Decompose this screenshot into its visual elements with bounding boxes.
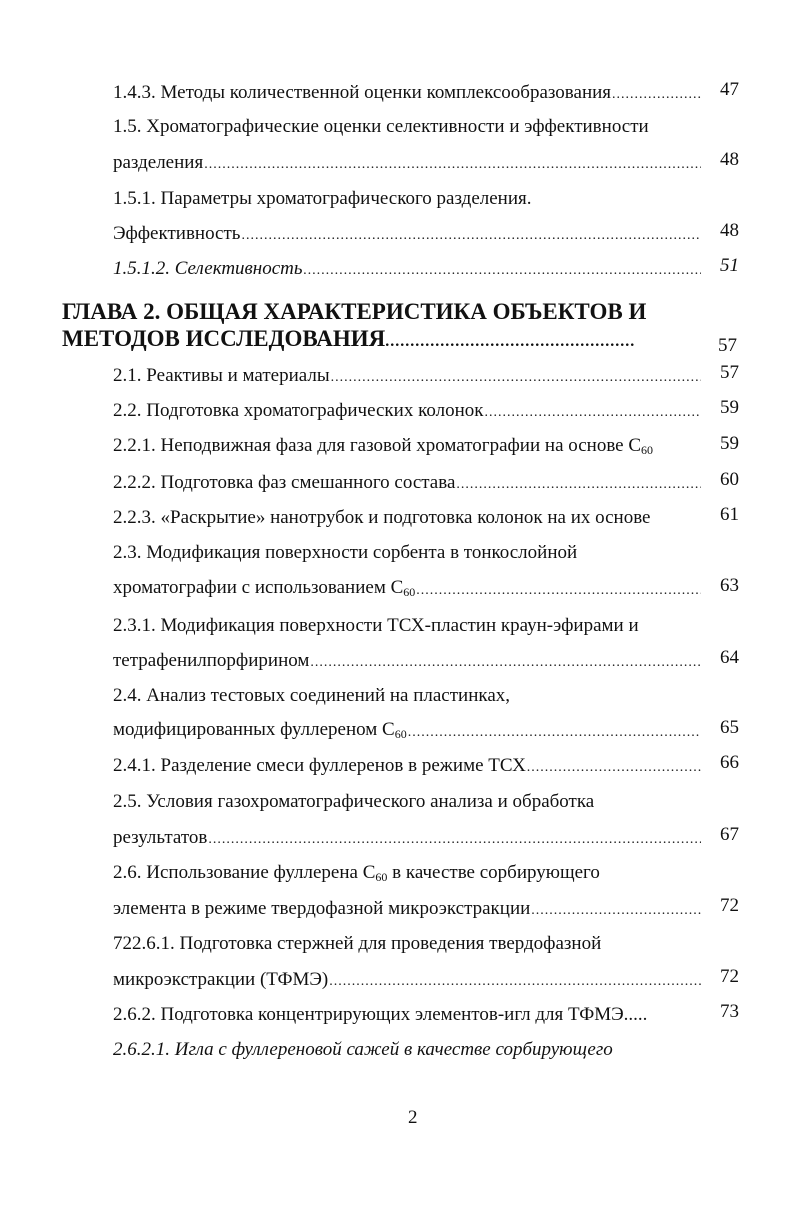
toc-entry-title — [113, 898, 530, 920]
toc-entry — [113, 536, 739, 564]
toc-entry-title — [113, 223, 240, 245]
toc-entry-text: тетрафенилпорфирином — [113, 650, 310, 671]
toc-entry-text: 1.5.1.2. Селективность — [113, 258, 303, 279]
toc-entry-text-cont: в качестве сорбирующего — [387, 862, 600, 883]
toc-entry — [113, 749, 739, 777]
dot-leader — [531, 902, 701, 920]
toc-entry-title — [113, 365, 330, 387]
dot-leader — [331, 369, 701, 387]
toc-entry-title — [113, 862, 600, 885]
toc-entry — [113, 359, 739, 387]
dot-leader — [484, 404, 701, 422]
dot-leader — [329, 973, 701, 991]
toc-entry-text: 2.6. Использование фуллерена C — [113, 862, 376, 883]
toc-entry-text: 2.1. Реактивы и материалы — [113, 365, 330, 386]
toc-entry-text: 1.4.3. Методы количественной оценки комплексообразования — [113, 82, 612, 103]
subscript: 60 — [641, 443, 654, 457]
toc-entry-page: 64 — [720, 647, 739, 668]
toc-entry-text: 2.2.3. «Раскрытие» нанотрубок и подготовка колонок на их основе — [113, 507, 651, 528]
toc-entry-text: 2.5. Условия газохроматографического анализа и обработка — [113, 791, 595, 812]
toc-entry-title — [113, 400, 483, 422]
chapter-page-number: 57 — [718, 335, 737, 356]
dot-leader: .................................................. — [385, 333, 636, 350]
toc-entry-page: 57 — [720, 362, 739, 383]
toc-entry-text: 2.3. Модификация поверхности сорбента в тонкослойной — [113, 542, 578, 563]
toc-entry-title — [113, 82, 611, 104]
toc-entry — [113, 644, 739, 672]
toc-entry — [113, 430, 739, 458]
toc-entry-text: 722.6.1. Подготовка стержней для проведения твердофазной — [113, 933, 602, 954]
dot-leader — [612, 86, 701, 104]
toc-entry — [113, 857, 739, 885]
toc-entry — [113, 252, 739, 280]
toc-entry-page: 51 — [720, 255, 739, 276]
toc-entry-text: хроматографии с использованием C — [113, 577, 404, 598]
toc-entry-page: 48 — [720, 220, 739, 241]
toc-entry-page: 67 — [720, 824, 739, 845]
toc-entry — [113, 998, 739, 1026]
toc-entry-title — [113, 258, 303, 280]
dot-leader — [304, 262, 701, 280]
toc-entry — [113, 182, 739, 210]
dot-leader — [408, 724, 701, 742]
toc-entry-title — [113, 1004, 647, 1026]
dot-leader — [310, 654, 701, 672]
toc-entry-page: 66 — [720, 752, 739, 773]
toc-entry-title — [113, 791, 594, 813]
toc-entry-text: микроэкстракции (ТФМЭ) — [113, 969, 329, 990]
toc-entry-title — [113, 188, 532, 210]
dot-leader — [416, 582, 701, 600]
subscript: 60 — [394, 727, 407, 741]
toc-entry-text: 2.4. Анализ тестовых соединений на пластинках, — [113, 685, 510, 706]
toc-entry-page: 59 — [720, 433, 739, 454]
toc-entry-text: 1.5. Хроматографические оценки селективности и эффективности — [113, 116, 649, 137]
toc-entry-title — [113, 152, 203, 174]
toc-entry-page: 73 — [720, 1001, 739, 1022]
subscript: 60 — [403, 585, 416, 599]
dot-leader — [208, 831, 701, 849]
toc-entry-title — [113, 827, 207, 849]
dot-leader — [241, 227, 701, 245]
page-number: 2 — [408, 1107, 418, 1128]
dot-leader — [204, 156, 701, 174]
toc-entry-title — [113, 755, 526, 777]
toc-entry — [113, 892, 739, 920]
toc-entry-text: 1.5.1. Параметры хроматографического разделения. — [113, 188, 532, 209]
chapter-heading-line2 — [62, 325, 635, 355]
toc-entry-title — [113, 969, 328, 991]
toc-entry-title — [113, 472, 455, 494]
toc-entry-text: 2.6.2.1. Игла с фуллереновой сажей в качестве сорбирующего — [113, 1039, 613, 1060]
toc-entry — [113, 76, 739, 104]
chapter-title-text: МЕТОДОВ ИССЛЕДОВАНИЯ — [62, 326, 386, 351]
toc-entry-page: 72 — [720, 895, 739, 916]
toc-entry — [113, 146, 739, 174]
toc-entry-title — [113, 650, 309, 672]
toc-entry-text: разделения — [113, 152, 204, 173]
toc-entry — [113, 1033, 739, 1061]
toc-entry-title — [113, 933, 601, 955]
toc-entry-text: 2.4.1. Разделение смеси фуллеренов в режиме ТСХ — [113, 755, 526, 776]
toc-entry-title — [113, 116, 649, 138]
toc-entry-title — [113, 577, 415, 600]
toc-entry-title — [113, 507, 651, 529]
toc-entry — [113, 572, 739, 600]
toc-entry — [113, 394, 739, 422]
toc-entry — [113, 714, 739, 742]
toc-entry — [113, 927, 739, 955]
toc-entry-text: результатов — [113, 827, 208, 848]
toc-entry-page: 47 — [720, 79, 739, 100]
toc-entry — [113, 110, 739, 138]
toc-entry-page: 61 — [720, 504, 739, 525]
toc-entry — [113, 821, 739, 849]
toc-entry-title — [113, 685, 510, 707]
toc-entry — [113, 466, 739, 494]
toc-entry-title — [113, 615, 639, 637]
toc-entry-text: модифицированных фуллереном C — [113, 719, 395, 740]
dot-leader — [527, 759, 701, 777]
toc-entry — [113, 963, 739, 991]
toc-entry-page: 65 — [720, 717, 739, 738]
toc-entry-page: 48 — [720, 149, 739, 170]
toc-entry-text: 2.2.1. Неподвижная фаза для газовой хроматографии на основе C — [113, 435, 642, 456]
toc-entry-page: 63 — [720, 575, 739, 596]
toc-entry-title — [113, 719, 407, 742]
toc-entry — [113, 217, 739, 245]
toc-entry-title — [113, 542, 577, 564]
toc-entry-title — [113, 435, 653, 458]
toc-entry-page: 60 — [720, 469, 739, 490]
toc-entry-text: элемента в режиме твердофазной микроэкстракции — [113, 898, 531, 919]
toc-entry-page: 59 — [720, 397, 739, 418]
toc-entry — [113, 609, 739, 637]
toc-entry-text: 2.2. Подготовка хроматографических колонок — [113, 400, 484, 421]
toc-entry-page: 72 — [720, 966, 739, 987]
toc-entry — [113, 679, 739, 707]
subscript: 60 — [375, 870, 388, 884]
toc-entry — [113, 501, 739, 529]
toc-entry-text: 2.3.1. Модификация поверхности ТСХ-пластин краун-эфирами и — [113, 615, 639, 636]
dot-leader — [456, 476, 701, 494]
toc-entry-text: 2.6.2. Подготовка концентрирующих элементов-игл для ТФМЭ..... — [113, 1004, 648, 1025]
toc-entry-title — [113, 1039, 613, 1061]
toc-entry — [113, 785, 739, 813]
chapter-heading-line1: ГЛАВА 2. ОБЩАЯ ХАРАКТЕРИСТИКА ОБЪЕКТОВ И — [62, 299, 647, 324]
toc-entry-text: 2.2.2. Подготовка фаз смешанного состава — [113, 472, 456, 493]
toc-entry-text: Эффективность — [113, 223, 241, 244]
